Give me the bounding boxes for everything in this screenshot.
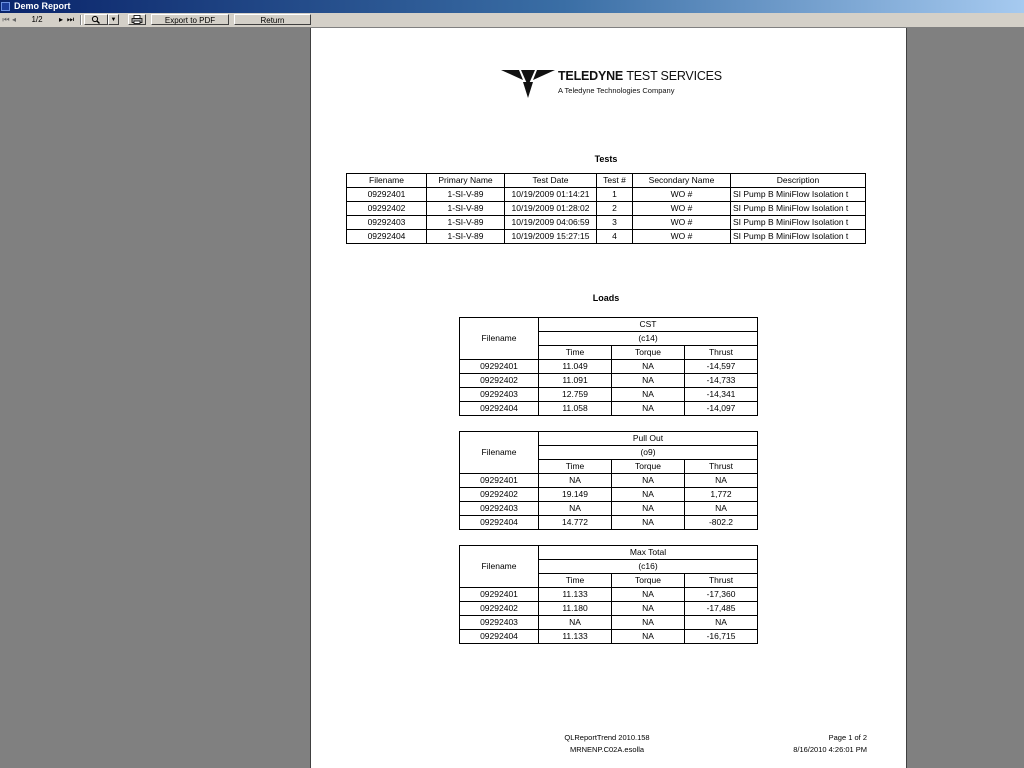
cell-torque: NA — [612, 374, 685, 388]
footer-datetime: 8/16/2010 4:26:01 PM — [793, 745, 867, 754]
table-row — [460, 630, 758, 644]
cell-thrust: -14,597 — [685, 360, 758, 374]
cell-filename: 09292401 — [460, 360, 539, 374]
cell-time: 14.772 — [539, 516, 612, 530]
cell-filename: 09292404 — [460, 402, 539, 416]
cell-time: 12.759 — [539, 388, 612, 402]
loads-group-row — [460, 546, 758, 560]
tests-table — [346, 173, 866, 244]
cell-time: 19.149 — [539, 488, 612, 502]
cell-thrust: -17,360 — [685, 588, 758, 602]
cell-torque: NA — [612, 588, 685, 602]
header-torque: Torque — [612, 574, 685, 588]
cell-test-number: 2 — [597, 202, 633, 216]
cell-filename: 09292402 — [460, 602, 539, 616]
cell-description: SI Pump B MiniFlow Isolation t — [731, 230, 866, 244]
cell-primary-name: 1-SI-V-89 — [427, 202, 505, 216]
next-page-icon[interactable]: ▸ — [58, 15, 63, 24]
cell-test-date: 10/19/2009 01:28:02 — [505, 202, 597, 216]
table-row — [347, 202, 866, 216]
cell-thrust: NA — [685, 502, 758, 516]
cell-torque: NA — [612, 502, 685, 516]
load-group-code: (o9) — [539, 446, 758, 460]
loads-table-cst — [459, 317, 758, 416]
load-group-name: Pull Out — [539, 432, 758, 446]
table-row — [460, 616, 758, 630]
cell-primary-name: 1-SI-V-89 — [427, 188, 505, 202]
report-viewer[interactable] — [0, 28, 1024, 768]
cell-test-date: 10/19/2009 15:27:15 — [505, 230, 597, 244]
header-primary-name: Primary Name — [427, 174, 505, 188]
header-test-date: Test Date — [505, 174, 597, 188]
cell-thrust: 1,772 — [685, 488, 758, 502]
report-footer-right — [751, 732, 867, 756]
cell-primary-name: 1-SI-V-89 — [427, 230, 505, 244]
cell-test-number: 4 — [597, 230, 633, 244]
cell-secondary-name: WO # — [633, 202, 731, 216]
loads-group-row — [460, 318, 758, 332]
loads-group-row — [460, 432, 758, 446]
footer-report-name: QLReportTrend 2010.158 — [564, 733, 650, 742]
window-title: Demo Report — [14, 1, 71, 11]
cell-test-date: 10/19/2009 04:06:59 — [505, 216, 597, 230]
table-row — [460, 588, 758, 602]
cell-test-date: 10/19/2009 01:14:21 — [505, 188, 597, 202]
cell-secondary-name: WO # — [633, 230, 731, 244]
cell-torque: NA — [612, 402, 685, 416]
cell-thrust: -14,341 — [685, 388, 758, 402]
table-row — [347, 188, 866, 202]
cell-time: NA — [539, 616, 612, 630]
cell-filename: 09292403 — [460, 388, 539, 402]
table-row — [460, 402, 758, 416]
cell-primary-name: 1-SI-V-89 — [427, 216, 505, 230]
tests-section-title: Tests — [594, 154, 618, 164]
teledyne-logo — [501, 68, 741, 100]
header-time: Time — [539, 346, 612, 360]
report-page — [310, 28, 907, 768]
export-to-pdf-button[interactable]: Export to PDF — [151, 14, 229, 25]
cell-time: 11.180 — [539, 602, 612, 616]
cell-torque: NA — [612, 474, 685, 488]
cell-filename: 09292403 — [347, 216, 427, 230]
table-row — [347, 216, 866, 230]
loads-section-title: Loads — [592, 293, 620, 303]
table-row — [460, 360, 758, 374]
cell-time: 11.091 — [539, 374, 612, 388]
print-icon[interactable] — [128, 14, 146, 25]
cell-filename: 09292402 — [347, 202, 427, 216]
cell-filename: 09292404 — [460, 630, 539, 644]
cell-torque: NA — [612, 630, 685, 644]
load-group-code: (c16) — [539, 560, 758, 574]
prev-page-icon[interactable]: ◂ — [11, 15, 16, 24]
cell-test-number: 1 — [597, 188, 633, 202]
zoom-dropdown-chevron-down-icon[interactable]: ▼ — [108, 14, 119, 25]
header-thrust: Thrust — [685, 574, 758, 588]
header-filename: Filename — [460, 432, 539, 474]
cell-thrust: -16,715 — [685, 630, 758, 644]
load-group-name: CST — [539, 318, 758, 332]
cell-torque: NA — [612, 616, 685, 630]
tests-header-row — [347, 174, 866, 188]
header-time: Time — [539, 574, 612, 588]
header-filename: Filename — [347, 174, 427, 188]
cell-filename: 09292401 — [460, 588, 539, 602]
logo-brand-text: TELEDYNE TEST SERVICES — [558, 69, 722, 83]
table-row — [460, 374, 758, 388]
return-button[interactable]: Return — [234, 14, 311, 25]
cell-filename: 09292402 — [460, 488, 539, 502]
table-row — [460, 388, 758, 402]
loads-table-pull-out — [459, 431, 758, 530]
header-torque: Torque — [612, 346, 685, 360]
table-row — [460, 474, 758, 488]
page-indicator: 1/2 — [22, 14, 52, 25]
header-thrust: Thrust — [685, 460, 758, 474]
cell-torque: NA — [612, 602, 685, 616]
cell-secondary-name: WO # — [633, 216, 731, 230]
cell-time: 11.058 — [539, 402, 612, 416]
header-test-number: Test # — [597, 174, 633, 188]
load-group-name: Max Total — [539, 546, 758, 560]
cell-time: 11.049 — [539, 360, 612, 374]
table-row — [460, 602, 758, 616]
cell-torque: NA — [612, 388, 685, 402]
teledyne-logo-icon — [501, 70, 555, 100]
cell-time: NA — [539, 502, 612, 516]
report-footer-center — [547, 732, 667, 756]
cell-thrust: NA — [685, 616, 758, 630]
loads-table-max-total — [459, 545, 758, 644]
header-filename: Filename — [460, 546, 539, 588]
cell-description: SI Pump B MiniFlow Isolation t — [731, 216, 866, 230]
cell-time: 11.133 — [539, 588, 612, 602]
header-thrust: Thrust — [685, 346, 758, 360]
zoom-icon[interactable] — [84, 14, 108, 25]
table-row — [460, 488, 758, 502]
table-row — [460, 516, 758, 530]
viewer-toolbar — [0, 13, 1024, 28]
cell-filename: 09292404 — [347, 230, 427, 244]
cell-test-number: 3 — [597, 216, 633, 230]
cell-thrust: -14,097 — [685, 402, 758, 416]
cell-filename: 09292401 — [347, 188, 427, 202]
cell-thrust: -17,485 — [685, 602, 758, 616]
last-page-icon[interactable]: ⏭ — [66, 15, 75, 24]
cell-torque: NA — [612, 488, 685, 502]
logo-tagline: A Teledyne Technologies Company — [558, 86, 675, 95]
cell-filename: 09292402 — [460, 374, 539, 388]
header-time: Time — [539, 460, 612, 474]
header-secondary-name: Secondary Name — [633, 174, 731, 188]
cell-filename: 09292401 — [460, 474, 539, 488]
cell-description: SI Pump B MiniFlow Isolation t — [731, 202, 866, 216]
cell-filename: 09292404 — [460, 516, 539, 530]
cell-thrust: NA — [685, 474, 758, 488]
app-icon — [1, 2, 10, 11]
cell-thrust: -14,733 — [685, 374, 758, 388]
cell-torque: NA — [612, 360, 685, 374]
cell-thrust: -802.2 — [685, 516, 758, 530]
header-description: Description — [731, 174, 866, 188]
cell-description: SI Pump B MiniFlow Isolation t — [731, 188, 866, 202]
cell-filename: 09292403 — [460, 502, 539, 516]
window-titlebar — [0, 0, 1024, 13]
toolbar-separator — [80, 15, 82, 25]
cell-filename: 09292403 — [460, 616, 539, 630]
table-row — [347, 230, 866, 244]
header-filename: Filename — [460, 318, 539, 360]
cell-secondary-name: WO # — [633, 188, 731, 202]
header-torque: Torque — [612, 460, 685, 474]
table-row — [460, 502, 758, 516]
footer-file-name: MRNENP.C02A.esolla — [569, 745, 645, 754]
cell-torque: NA — [612, 516, 685, 530]
load-group-code: (c14) — [539, 332, 758, 346]
cell-time: NA — [539, 474, 612, 488]
cell-time: 11.133 — [539, 630, 612, 644]
footer-page-number: Page 1 of 2 — [828, 733, 867, 742]
first-page-icon[interactable]: ⏮ — [2, 15, 10, 24]
